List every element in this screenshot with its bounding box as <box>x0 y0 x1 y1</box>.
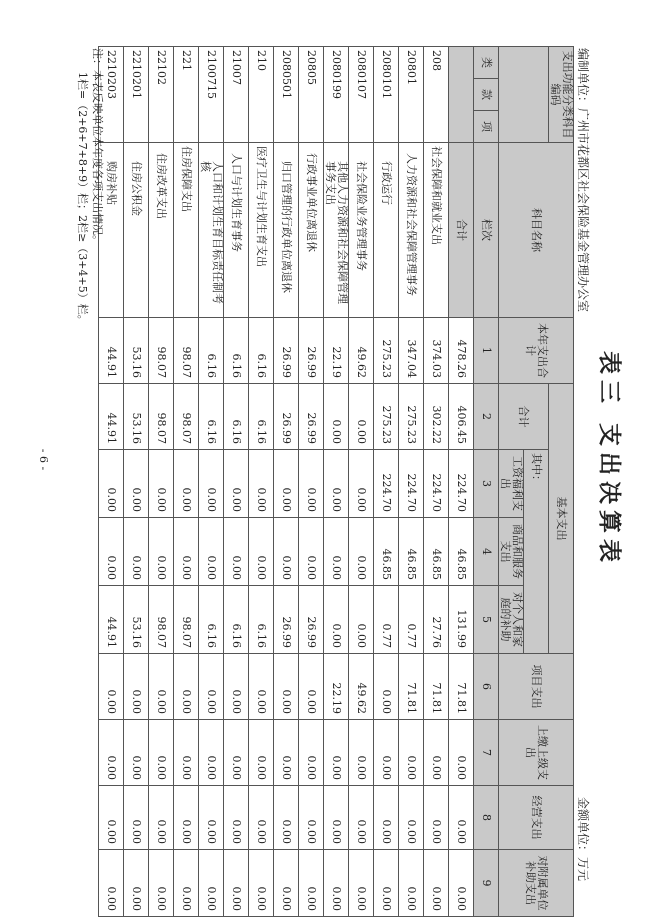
row-value: 53.16 <box>124 384 149 450</box>
row-value: 71.81 <box>424 654 449 720</box>
row-value: 0.00 <box>324 384 349 450</box>
row-value: 6.16 <box>199 318 224 384</box>
table-row <box>274 47 299 917</box>
col-number: 9 <box>474 850 499 917</box>
row-value: 53.16 <box>124 318 149 384</box>
col-number: 6 <box>474 654 499 720</box>
header-code: 支出功能分类科目编码 <box>549 47 574 143</box>
row-value: 22.19 <box>324 318 349 384</box>
row-value: 44.91 <box>99 586 124 654</box>
row-value: 0.00 <box>274 518 299 586</box>
row-value: 0.00 <box>124 850 149 917</box>
header-of-which: 其中： <box>524 450 549 654</box>
row-value: 0.00 <box>324 850 349 917</box>
table-row <box>299 47 324 917</box>
row-value: 0.00 <box>199 786 224 850</box>
row-value: 0.00 <box>324 786 349 850</box>
row-value: 26.99 <box>274 318 299 384</box>
row-value: 6.16 <box>224 384 249 450</box>
header-col9: 对附属单位补助支出 <box>499 850 574 917</box>
row-value: 6.16 <box>199 586 224 654</box>
row-value: 0.00 <box>299 518 324 586</box>
row-value: 0.00 <box>174 720 199 786</box>
row-value: 0.00 <box>199 720 224 786</box>
header-col1: 本年支出合计 <box>499 318 574 384</box>
row-value: 6.16 <box>199 384 224 450</box>
row-value: 0.00 <box>99 654 124 720</box>
col-number: 3 <box>474 450 499 518</box>
row-value: 44.91 <box>99 318 124 384</box>
row-code: 20805 <box>299 47 324 143</box>
row-value: 0.00 <box>124 654 149 720</box>
row-value: 0.00 <box>249 654 274 720</box>
expenditure-table <box>98 46 574 917</box>
col-number: 8 <box>474 786 499 850</box>
table-row <box>174 47 199 917</box>
row-code: 2080107 <box>349 47 374 143</box>
row-value: 26.99 <box>274 384 299 450</box>
row-value: 347.04 <box>399 318 424 384</box>
row-code: 2080501 <box>274 47 299 143</box>
row-value: 0.00 <box>299 654 324 720</box>
row-name: 住房改革支出 <box>149 143 174 318</box>
row-value: 0.00 <box>249 786 274 850</box>
header-col4: 商品和服务支出 <box>499 518 524 586</box>
row-value: 26.99 <box>274 586 299 654</box>
note-line: 注：本表反映单位本年度各项支出情况。 <box>91 48 104 246</box>
row-code: 2080101 <box>374 47 399 143</box>
row-value: 22.19 <box>324 654 349 720</box>
org-label: 编制单位：广州市花都区社会保险基金管理办公室 <box>576 48 590 313</box>
table-row <box>349 47 374 917</box>
row-value: 0.00 <box>99 786 124 850</box>
row-value: 0.00 <box>374 654 399 720</box>
row-value: 0.00 <box>199 518 224 586</box>
row-value: 0.00 <box>299 720 324 786</box>
row-value: 0.77 <box>374 586 399 654</box>
row-name: 人口和计划生育目标责任制考核 <box>199 143 224 318</box>
row-value: 0.00 <box>124 518 149 586</box>
row-value: 0.00 <box>424 850 449 917</box>
row-value: 0.00 <box>424 720 449 786</box>
row-value: 0.00 <box>249 850 274 917</box>
row-code: 2210201 <box>124 47 149 143</box>
row-value: 0.00 <box>199 450 224 518</box>
row-name: 社会保险业务管理事务 <box>349 143 374 318</box>
row-name: 社会保障和就业支出 <box>424 143 449 318</box>
row-value: 98.07 <box>174 318 199 384</box>
row-name: 其他人力资源和社会保障管理事务支出 <box>324 143 349 318</box>
row-value: 0.00 <box>349 384 374 450</box>
col-number: 4 <box>474 518 499 586</box>
row-value: 224.70 <box>424 450 449 518</box>
row-value: 0.00 <box>349 586 374 654</box>
header-basic: 基本支出 <box>549 384 574 654</box>
table-row <box>149 47 174 917</box>
row-value: 0.77 <box>399 586 424 654</box>
row-value: 0.00 <box>199 654 224 720</box>
total-cell: 0.00 <box>449 786 474 850</box>
row-value: 44.91 <box>99 384 124 450</box>
table-row <box>199 47 224 917</box>
row-value: 6.16 <box>224 318 249 384</box>
row-value: 98.07 <box>174 384 199 450</box>
row-name: 购房补贴 <box>99 143 124 318</box>
row-value: 0.00 <box>349 850 374 917</box>
row-value: 0.00 <box>324 450 349 518</box>
total-cell: 71.81 <box>449 654 474 720</box>
row-name: 行政运行 <box>374 143 399 318</box>
row-name: 住房公积金 <box>124 143 149 318</box>
row-value: 0.00 <box>349 450 374 518</box>
row-value: 0.00 <box>324 586 349 654</box>
row-value: 275.23 <box>374 318 399 384</box>
row-value: 26.99 <box>299 384 324 450</box>
row-value: 0.00 <box>299 450 324 518</box>
row-value: 0.00 <box>249 450 274 518</box>
table-row <box>399 47 424 917</box>
page-number: - 6 - <box>37 448 50 471</box>
row-value: 0.00 <box>124 720 149 786</box>
total-row <box>449 47 474 917</box>
table-row <box>424 47 449 917</box>
row-value: 53.16 <box>124 586 149 654</box>
row-value: 0.00 <box>374 786 399 850</box>
row-value: 0.00 <box>174 518 199 586</box>
row-value: 0.00 <box>324 518 349 586</box>
table-row <box>249 47 274 917</box>
row-value: 0.00 <box>274 720 299 786</box>
row-value: 0.00 <box>149 654 174 720</box>
row-value: 0.00 <box>274 786 299 850</box>
row-value: 0.00 <box>249 518 274 586</box>
row-value: 0.00 <box>149 720 174 786</box>
row-value: 46.85 <box>399 518 424 586</box>
row-code: 22102 <box>149 47 174 143</box>
notes <box>75 48 105 326</box>
row-value: 6.16 <box>224 586 249 654</box>
row-value: 224.70 <box>399 450 424 518</box>
row-value: 98.07 <box>149 384 174 450</box>
row-value: 98.07 <box>174 586 199 654</box>
row-value: 0.00 <box>224 720 249 786</box>
row-value: 0.00 <box>124 786 149 850</box>
row-code: 20801 <box>399 47 424 143</box>
row-value: 98.07 <box>149 586 174 654</box>
row-value: 0.00 <box>174 450 199 518</box>
row-code: 2100715 <box>199 47 224 143</box>
row-value: 0.00 <box>174 654 199 720</box>
row-value: 0.00 <box>99 518 124 586</box>
row-value: 0.00 <box>149 450 174 518</box>
total-cell: 0.00 <box>449 720 474 786</box>
row-name: 行政事业单位离退休 <box>299 143 324 318</box>
row-code: 221 <box>174 47 199 143</box>
row-value: 0.00 <box>224 654 249 720</box>
row-value: 0.00 <box>174 786 199 850</box>
row-value: 0.00 <box>224 450 249 518</box>
header-col2: 合计 <box>499 384 549 450</box>
row-value: 0.00 <box>399 850 424 917</box>
row-value: 0.00 <box>274 654 299 720</box>
row-value: 0.00 <box>224 786 249 850</box>
row-value: 26.99 <box>299 586 324 654</box>
header-col7: 上缴上级支出 <box>499 720 574 786</box>
row-value: 0.00 <box>299 850 324 917</box>
col-number: 1 <box>474 318 499 384</box>
total-cell: 46.85 <box>449 518 474 586</box>
table-row <box>374 47 399 917</box>
row-name: 人力资源和社会保障管理事务 <box>399 143 424 318</box>
col-number: 7 <box>474 720 499 786</box>
row-name: 住房保障支出 <box>174 143 199 318</box>
total-cell: 478.26 <box>449 318 474 384</box>
row-value: 0.00 <box>274 850 299 917</box>
header-lei: 类 <box>474 47 499 79</box>
row-value: 0.00 <box>349 720 374 786</box>
header-col8: 经营支出 <box>499 786 574 850</box>
row-value: 0.00 <box>424 786 449 850</box>
row-value: 0.00 <box>174 850 199 917</box>
row-value: 71.81 <box>399 654 424 720</box>
row-value: 275.23 <box>374 384 399 450</box>
row-name: 医疗卫生与计划生育支出 <box>249 143 274 318</box>
row-value: 49.62 <box>349 318 374 384</box>
table-row <box>324 47 349 917</box>
row-value: 0.00 <box>149 518 174 586</box>
row-value: 224.70 <box>374 450 399 518</box>
row-value: 0.00 <box>149 850 174 917</box>
row-value: 49.62 <box>349 654 374 720</box>
total-cell: 131.99 <box>449 586 474 654</box>
note-line: 1栏=（2+6+7+8+9）栏；2栏≥（3+4+5）栏。 <box>76 72 89 326</box>
row-value: 0.00 <box>324 720 349 786</box>
header-col3: 工资福利支出 <box>499 450 524 518</box>
row-code: 208 <box>424 47 449 143</box>
row-value: 6.16 <box>249 384 274 450</box>
row-value: 46.85 <box>374 518 399 586</box>
col-number: 5 <box>474 586 499 654</box>
header-kuan: 款 <box>474 79 499 111</box>
header-xiang: 项 <box>474 111 499 143</box>
row-name: 人口与计划生育事务 <box>224 143 249 318</box>
row-value: 26.99 <box>299 318 324 384</box>
row-value: 0.00 <box>224 518 249 586</box>
header-col5: 对个人和家庭的补助 <box>499 586 524 654</box>
row-value: 0.00 <box>399 720 424 786</box>
row-value: 0.00 <box>374 850 399 917</box>
row-value: 275.23 <box>399 384 424 450</box>
table-body <box>99 47 449 917</box>
unit-label: 金额单位：万元 <box>576 796 590 881</box>
row-value: 374.03 <box>424 318 449 384</box>
row-value: 0.00 <box>249 720 274 786</box>
header-name: 科目名称 <box>499 143 574 318</box>
row-value: 0.00 <box>374 720 399 786</box>
row-value: 0.00 <box>349 786 374 850</box>
row-value: 0.00 <box>274 450 299 518</box>
row-value: 0.00 <box>299 786 324 850</box>
row-code: 21007 <box>224 47 249 143</box>
row-code: 2080199 <box>324 47 349 143</box>
header-col6: 项目支出 <box>499 654 574 720</box>
row-code: 210 <box>249 47 274 143</box>
total-cell: 224.70 <box>449 450 474 518</box>
row-value: 0.00 <box>149 786 174 850</box>
row-value: 98.07 <box>149 318 174 384</box>
row-code: 2210203 <box>99 47 124 143</box>
row-value: 6.16 <box>249 586 274 654</box>
total-label: 合计 <box>449 143 474 318</box>
table-row <box>124 47 149 917</box>
row-value: 27.76 <box>424 586 449 654</box>
header-lanci: 栏次 <box>474 143 499 318</box>
row-value: 0.00 <box>124 450 149 518</box>
row-value: 46.85 <box>424 518 449 586</box>
row-value: 6.16 <box>249 318 274 384</box>
total-cell: 0.00 <box>449 850 474 917</box>
row-value: 0.00 <box>99 720 124 786</box>
col-number: 2 <box>474 384 499 450</box>
row-value: 0.00 <box>224 850 249 917</box>
row-value: 0.00 <box>99 850 124 917</box>
total-cell: 406.45 <box>449 384 474 450</box>
table-row <box>224 47 249 917</box>
row-value: 0.00 <box>99 450 124 518</box>
row-value: 0.00 <box>399 786 424 850</box>
row-value: 0.00 <box>199 850 224 917</box>
row-value: 0.00 <box>349 518 374 586</box>
row-name: 归口管理的行政单位离退休 <box>274 143 299 318</box>
row-value: 302.22 <box>424 384 449 450</box>
document-title: 表三 支出决算表 <box>596 350 622 568</box>
